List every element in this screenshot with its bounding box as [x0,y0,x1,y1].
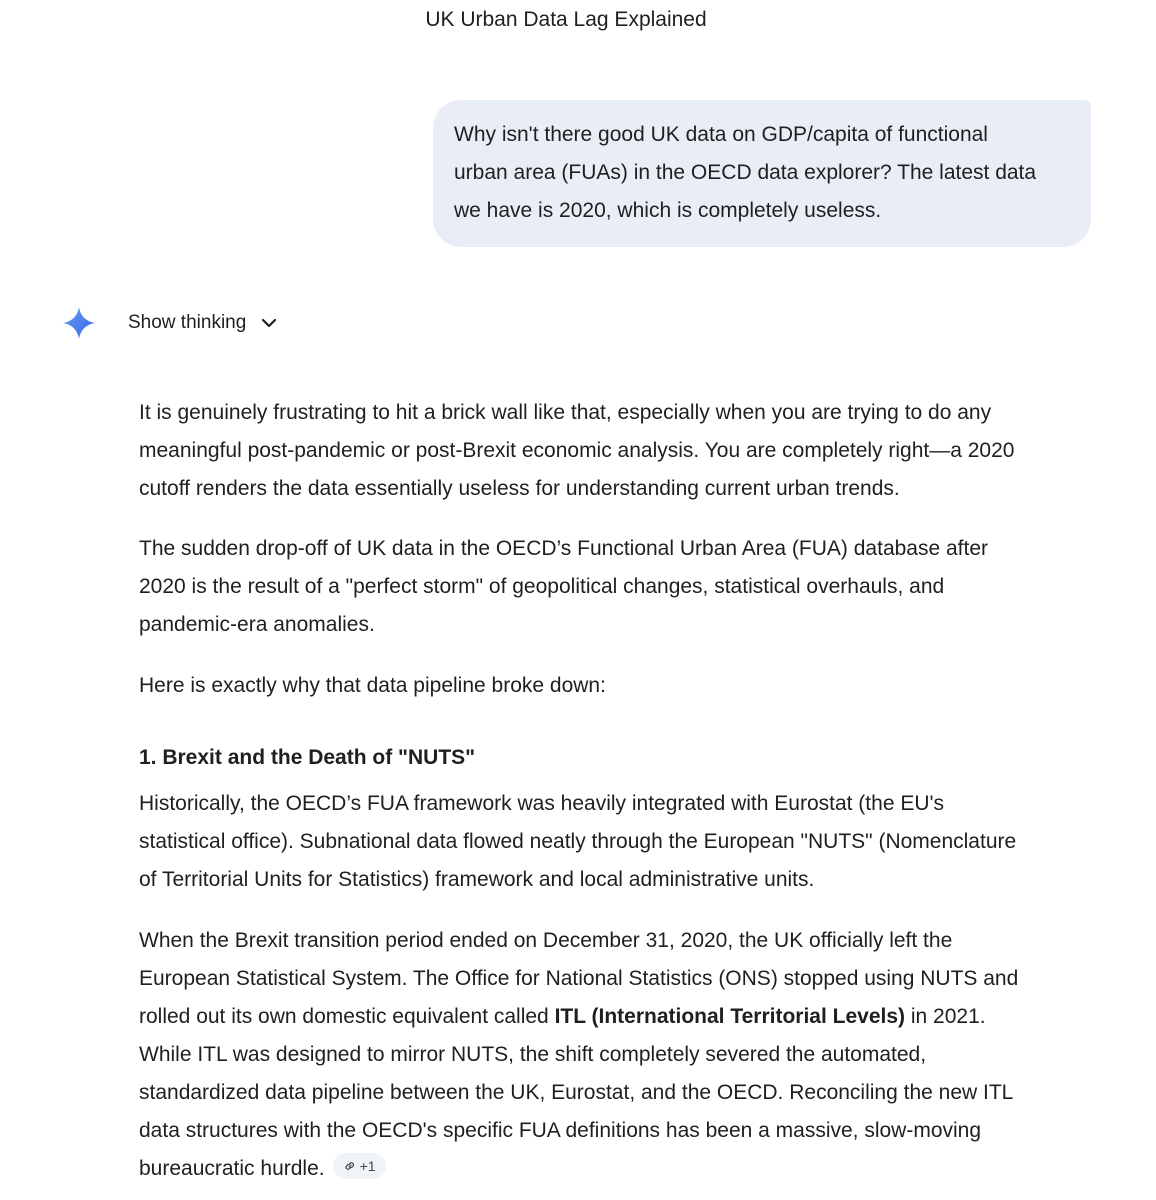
response-line: meaningful post-pandemic or post-Brexit economic analysis. You are completely right—a 2020 [139,439,1015,462]
link-icon [343,1159,357,1173]
user-message-line: we have is 2020, which is completely useless. [454,199,882,222]
response-line: The sudden drop-off of UK data in the OECD’s Functional Urban Area (FUA) database after [139,537,989,560]
response-paragraph-3 [139,667,1084,705]
gemini-sparkle-icon [62,306,96,340]
response-line: data structures with the OECD's specific FUA definitions has been a massive, slow-moving [139,1119,982,1142]
user-message-bubble [433,100,1091,247]
conversation-title: UK Urban Data Lag Explained [425,8,707,31]
show-thinking-label: Show thinking [128,312,247,333]
response-text: in 2021. [905,1005,986,1028]
response-paragraph-5 [139,922,1084,1188]
response-line: 2020 is the result of a "perfect storm" of geopolitical changes, statistical overhauls, and [139,575,945,598]
response-text: bureaucratic hurdle. [139,1157,325,1180]
section-heading: 1. Brexit and the Death of "NUTS" [139,746,476,769]
bold-term: ITL (International Territorial Levels) [554,1005,906,1028]
citation-count: +1 [359,1158,376,1174]
citation-chip[interactable] [333,1153,386,1179]
response-line: When the Brexit transition period ended on December 31, 2020, the UK officially left the [139,929,953,952]
response-line: standardized data pipeline between the UK, Eurostat, and the OECD. Reconciling the new ITL [139,1081,1014,1104]
response-line: statistical office). Subnational data flowed neatly through the European "NUTS" (Nomenclature [139,830,1017,853]
response-line [139,998,1084,1036]
response-text: rolled out its own domestic equivalent called [139,1005,555,1028]
response-line: of Territorial Units for Statistics) framework and local administrative units. [139,868,815,891]
response-line: It is genuinely frustrating to hit a brick wall like that, especially when you are trying to do any [139,401,992,424]
response-line: cutoff renders the data essentially useless for understanding current urban trends. [139,477,900,500]
show-thinking-toggle[interactable] [128,308,278,338]
user-message-line: urban area (FUAs) in the OECD data explorer? The latest data [454,161,1037,184]
response-line [139,1150,1084,1188]
user-message-line: Why isn't there good UK data on GDP/capita of functional [454,123,988,146]
response-line: Historically, the OECD’s FUA framework was heavily integrated with Eurostat (the EU's [139,792,945,815]
response-line: pandemic-era anomalies. [139,613,375,636]
chevron-down-icon [260,314,278,332]
response-line: Here is exactly why that data pipeline broke down: [139,674,606,697]
response-line: While ITL was designed to mirror NUTS, the shift completely severed the automated, [139,1043,927,1066]
response-paragraph-1 [139,394,1084,508]
response-paragraph-4 [139,785,1084,899]
response-paragraph-2 [139,530,1084,644]
response-line: European Statistical System. The Office for National Statistics (ONS) stopped using NUTS and [139,967,1019,990]
